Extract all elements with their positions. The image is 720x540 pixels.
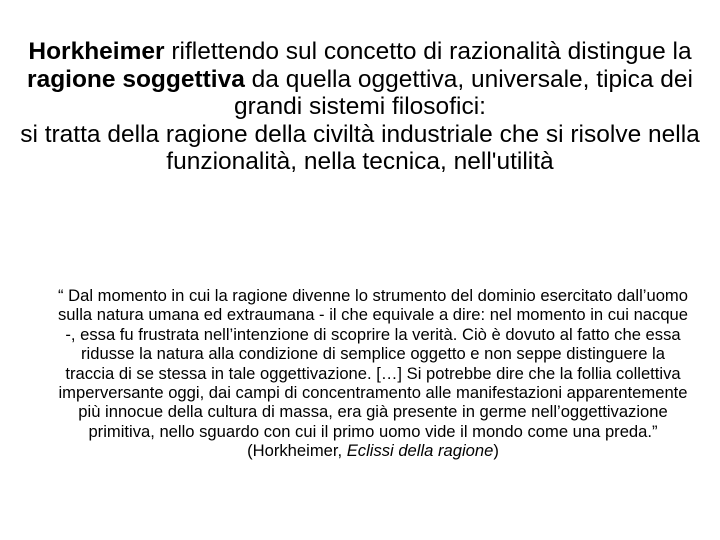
quote-paragraph [58, 286, 688, 461]
quote-body: “ Dal momento in cui la ragione divenne lo strumento del dominio esercitato dall’uomo sulla natura umana ed extraumana - il che equivale a dire: nel momento in cui nacque -, essa fu frustrata nell’intenzione di scoprire la verità. Ciò è dovuto al fatto che essa ridusse la natura alla condizione di semplice oggetto e non seppe distinguere la traccia di se stessa in tale oggettivazione. […] Si potrebbe dire che la follia collettiva imperversante oggi, dai campi di concentramento alle manifestazioni apparentemente più innocue della cultura di massa, era già presente in germe nell’oggettivazione primitiva, nello sguardo con cui il primo uomo vide il mondo come una preda.” (Horkheimer, [58, 286, 689, 461]
intro-paragraph [20, 38, 700, 176]
book-title: Eclissi della ragione [346, 441, 494, 461]
subjective-reason-term: ragione soggettiva [27, 65, 245, 93]
intro-text-3: si tratta della ragione della civiltà industriale che si risolve nella funzionalità, nella tecnica, nell'utilità [20, 120, 700, 175]
quote-closing: ) [493, 441, 499, 461]
intro-text-2: da quella oggettiva, universale, tipica dei grandi sistemi filosofici: [234, 65, 693, 120]
intro-text-1: riflettendo sul concetto di razionalità distingue la [164, 38, 692, 65]
author-name: Horkheimer [28, 38, 165, 65]
